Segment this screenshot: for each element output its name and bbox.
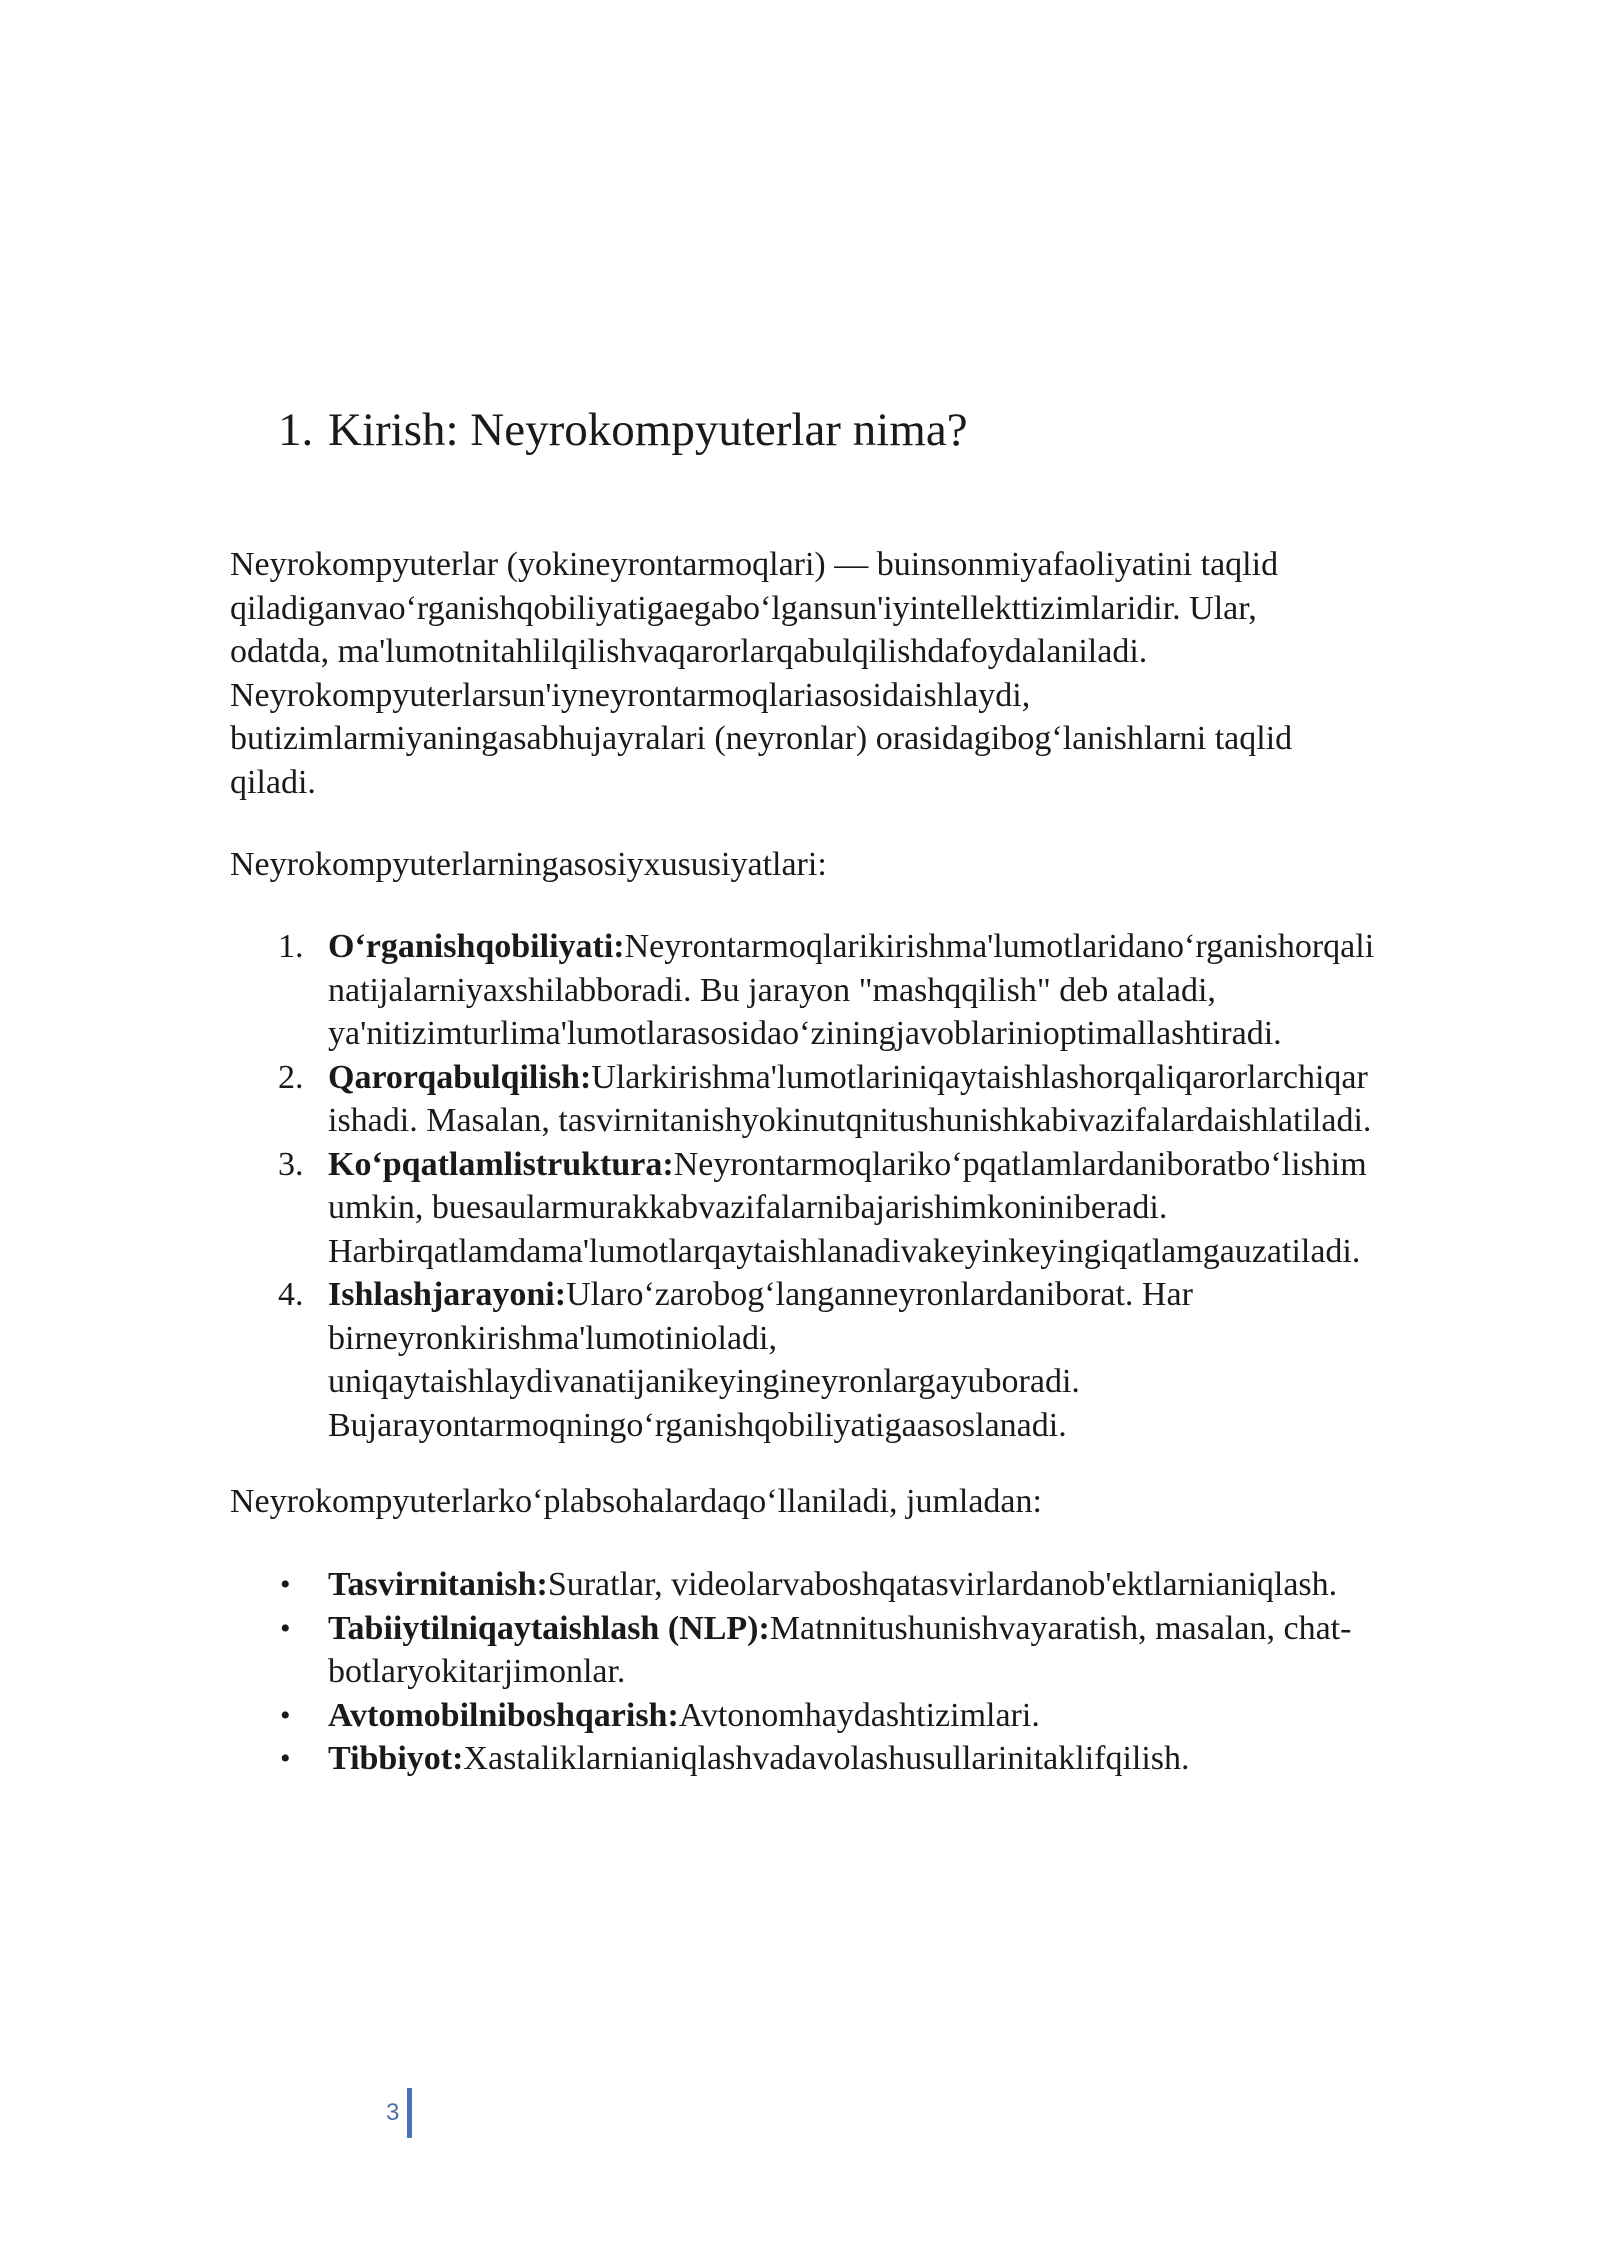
list-item <box>230 1694 1530 1738</box>
feature-text: umkin, buesaularmurakkabvazifalarnibajarishimkoniniberadi. <box>328 1189 1168 1226</box>
bullet-icon: • <box>280 1568 291 1601</box>
list-item <box>230 925 1530 1056</box>
application-title: Tibbiyot: <box>328 1740 464 1777</box>
application-text: Avtonomhaydashtizimlari. <box>678 1696 1040 1734</box>
feature-text: Ularoʻzarobogʻlanganneyronlardaniborat. Har <box>566 1276 1193 1313</box>
intro-paragraph <box>230 543 1530 804</box>
feature-text: ya'nitizimturlima'lumotlarasosidaoʻziningjavoblarinioptimallashtiradi. <box>328 1015 1282 1052</box>
feature-text: Neyrontarmoqlarikoʻpqatlamlardaniboratboʻlishim <box>673 1145 1367 1183</box>
features-intro: Neyrokompyuterlarningasosiyxususiyatlari: <box>230 846 827 883</box>
intro-line: butizimlarmiyaningasabhujayralari (neyronlar) orasidagibogʻlanishlarni taqlid <box>230 720 1293 757</box>
feature-text: Bujarayontarmoqningoʻrganishqobiliyatigaasoslanadi. <box>328 1406 1067 1444</box>
list-item <box>230 1737 1530 1781</box>
feature-text: birneyronkirishma'lumotinioladi, <box>328 1319 778 1357</box>
application-text: Matnnitushunishvayaratish, masalan, chat- <box>769 1609 1352 1647</box>
section-heading <box>278 400 968 460</box>
bullet-icon: • <box>280 1698 291 1732</box>
feature-text: ishadi. Masalan, tasvirnitanishyokinutqnitushunishkabivazifalardaishlatiladi. <box>328 1102 1372 1139</box>
feature-title: Ishlashjarayoni: <box>328 1276 567 1313</box>
feature-text: Ularkirishma'lumotlariniqaytaishlashorqaliqarorlarchiqar <box>591 1058 1368 1096</box>
application-title: Tabiiytilniqaytaishlash (NLP): <box>328 1609 770 1647</box>
feature-text: natijalarniyaxshilabboradi. Bu jarayon "mashqqilish" deb ataladi, <box>328 971 1216 1009</box>
list-marker: 3. <box>278 1145 304 1183</box>
heading-number: 1. <box>278 404 314 456</box>
page-footer <box>386 2088 412 2138</box>
feature-text: Harbirqatlamdama'lumotlarqaytaishlanadivakeyinkeyingiqatlamgauzatiladi. <box>328 1232 1361 1270</box>
list-item <box>230 1273 1530 1447</box>
features-list <box>230 925 1530 1447</box>
heading-text: Kirish: Neyrokompyuterlar nima? <box>328 404 968 456</box>
applications-intro: Neyrokompyuterlarkoʻplabsohalardaqoʻllaniladi, jumladan: <box>230 1483 1042 1520</box>
footer-accent-bar <box>407 2088 412 2138</box>
application-text: Suratlar, videolarvaboshqatasvirlardanob'ektlarnianiqlash. <box>547 1566 1338 1603</box>
application-text: Xastaliklarnianiqlashvadavolashusullarinitaklifqilish. <box>463 1740 1190 1777</box>
list-marker: 2. <box>278 1058 304 1096</box>
feature-title: Koʻpqatlamlistruktura: <box>328 1145 674 1183</box>
list-marker: 1. <box>278 928 304 965</box>
list-item <box>230 1056 1530 1143</box>
intro-line: Neyrokompyuterlarsun'iyneyrontarmoqlariasosidaishlaydi, <box>230 676 1031 714</box>
bullet-icon: • <box>280 1742 291 1775</box>
list-marker: 4. <box>278 1276 304 1313</box>
application-title: Avtomobilniboshqarish: <box>328 1696 679 1734</box>
intro-line: odatda, ma'lumotnitahlilqilishvaqarorlarqabulqilishdafoydalaniladi. <box>230 633 1148 670</box>
application-text: botlaryokitarjimonlar. <box>328 1653 626 1690</box>
list-item <box>230 1143 1530 1274</box>
list-item <box>230 1607 1530 1694</box>
feature-title: Oʻrganishqobiliyati: <box>328 928 625 965</box>
intro-line: qiladiganvaoʻrganishqobiliyatigaegaboʻlgansun'iyintellekttizimlaridir. Ular, <box>230 589 1257 627</box>
applications-list <box>230 1563 1530 1781</box>
list-item <box>230 1563 1530 1607</box>
bullet-icon: • <box>280 1611 291 1645</box>
feature-text: Neyrontarmoqlarikirishma'lumotlaridanoʻrganishorqali <box>624 928 1375 965</box>
intro-line: Neyrokompyuterlar (yokineyrontarmoqlari) — buinsonmiyafaoliyatini taqlid <box>230 546 1279 583</box>
intro-line: qiladi. <box>230 763 316 801</box>
feature-title: Qarorqabulqilish: <box>328 1058 592 1096</box>
application-title: Tasvirnitanish: <box>328 1566 548 1603</box>
feature-text: uniqaytaishlaydivanatijanikeyingineyronlargayuboradi. <box>328 1363 1080 1400</box>
page-number: 3 <box>386 2099 400 2126</box>
